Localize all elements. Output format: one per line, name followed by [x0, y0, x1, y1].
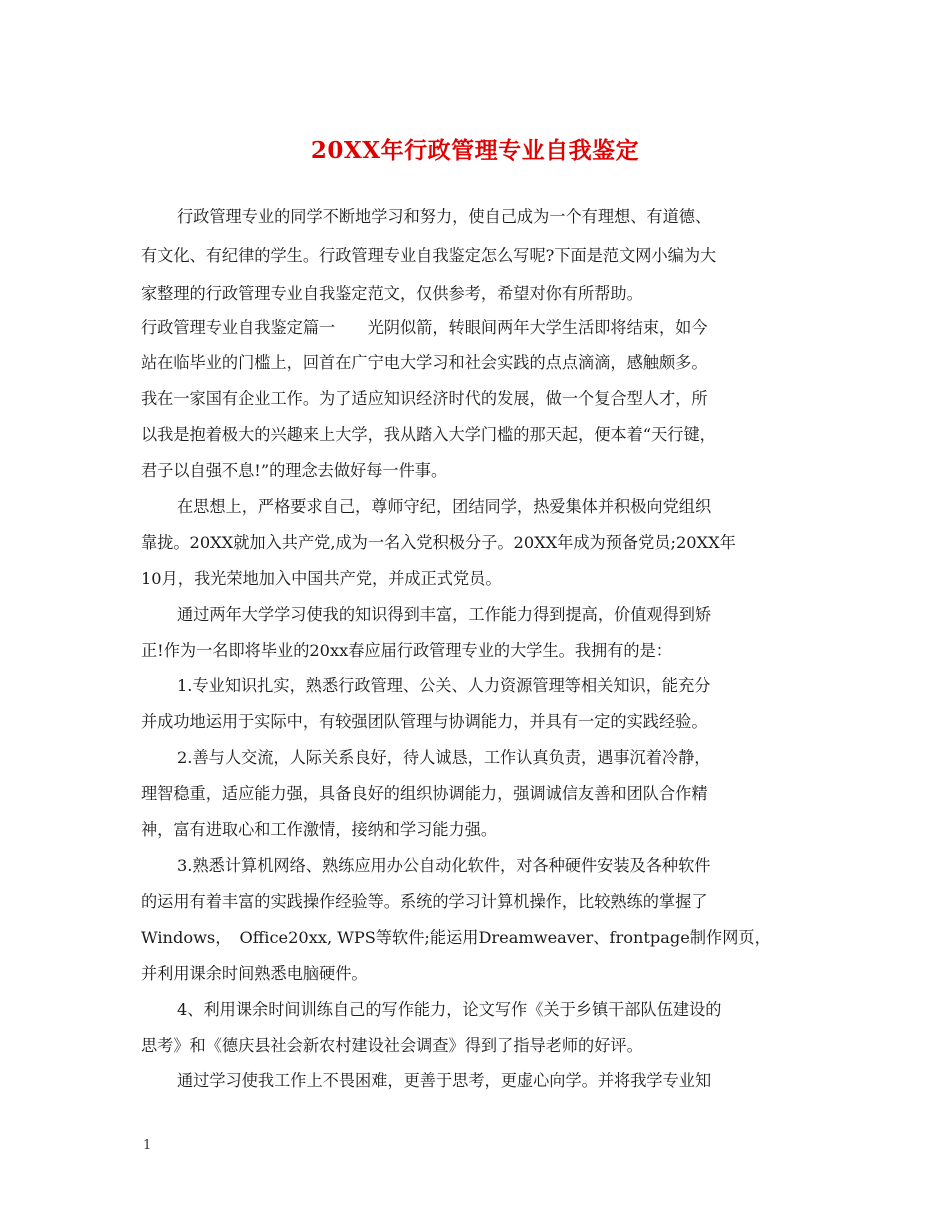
- text-line-25: 通过学习使我工作上不畏困难，更善于思考，更虚心向学。并将我学专业知: [177, 1071, 712, 1090]
- text-line-22: 并利用课余时间熟悉电脑硬件。: [141, 964, 368, 983]
- text-line-3: 家整理的行政管理专业自我鉴定范文，仅供参考，希望对你有所帮助。: [141, 284, 643, 303]
- page-number: 1: [143, 1138, 152, 1153]
- text-line-5: 站在临毕业的门槛上，回首在广宁电大学习和社会实践的点点滴滴，感触颇多。: [141, 353, 708, 372]
- text-line-11: 10月，我光荣地加入中国共产党，并成正式党员。: [141, 569, 502, 588]
- text-line-4: 行政管理专业自我鉴定篇一 光阴似箭，转眼间两年大学生活即将结束，如今: [141, 318, 708, 337]
- text-line-16: 2.善与人交流，人际关系良好，待人诚恳，工作认真负责，遇事沉着冷静，: [177, 748, 711, 767]
- text-line-15: 并成功地运用于实际中，有较强团队管理与协调能力，并具有一定的实践经验。: [141, 712, 708, 731]
- text-line-9: 在思想上，严格要求自己，尊师守纪，团结同学，热爱集体并积极向党组织: [177, 497, 712, 516]
- text-line-1: 行政管理专业的同学不断地学习和努力，使自己成为一个有理想、有道德、: [177, 207, 712, 226]
- text-line-18: 神，富有进取心和工作激情，接纳和学习能力强。: [141, 820, 498, 839]
- text-line-23: 4、利用课余时间训练自己的写作能力，论文写作《关于乡镇干部队伍建设的: [177, 1000, 722, 1019]
- text-line-10: 靠拢。20XX就加入共产党,成为一名入党积极分子。20XX年成为预备党员;20XX年: [141, 533, 736, 552]
- text-line-14: 1.专业知识扎实，熟悉行政管理、公关、人力资源管理等相关知识，能充分: [177, 676, 711, 695]
- text-line-8: 君子以自强不息!”的理念去做好每一件事。: [141, 461, 448, 480]
- document-title: 20XX年行政管理专业自我鉴定: [310, 137, 640, 164]
- text-line-21: Windows， Office20xx, WPS等软件;能运用Dreamweaver、frontpage制作网页，: [141, 928, 771, 947]
- text-line-20: 的运用有着丰富的实践操作经验等。系统的学习计算机操作，比较熟练的掌握了: [141, 892, 708, 911]
- text-line-19: 3.熟悉计算机网络、熟练应用办公自动化软件，对各种硬件安装及各种软件: [177, 856, 711, 875]
- text-line-6: 我在一家国有企业工作。为了适应知识经济时代的发展，做一个复合型人才，所: [141, 389, 708, 408]
- text-line-2: 有文化、有纪律的学生。行政管理专业自我鉴定怎么写呢?下面是范文网小编为大: [141, 246, 717, 265]
- text-line-13: 正!作为一名即将毕业的20xx春应届行政管理专业的大学生。我拥有的是：: [141, 641, 672, 660]
- text-line-12: 通过两年大学学习使我的知识得到丰富，工作能力得到提高，价值观得到矫: [177, 605, 712, 624]
- text-line-7: 以我是抱着极大的兴趣来上大学，我从踏入大学门槛的那天起，便本着“天行键，: [141, 425, 716, 444]
- text-line-17: 理智稳重，适应能力强，具备良好的组织协调能力，强调诚信友善和团队合作精: [141, 784, 708, 803]
- text-line-24: 思考》和《德庆县社会新农村建设社会调查》得到了指导老师的好评。: [141, 1036, 643, 1055]
